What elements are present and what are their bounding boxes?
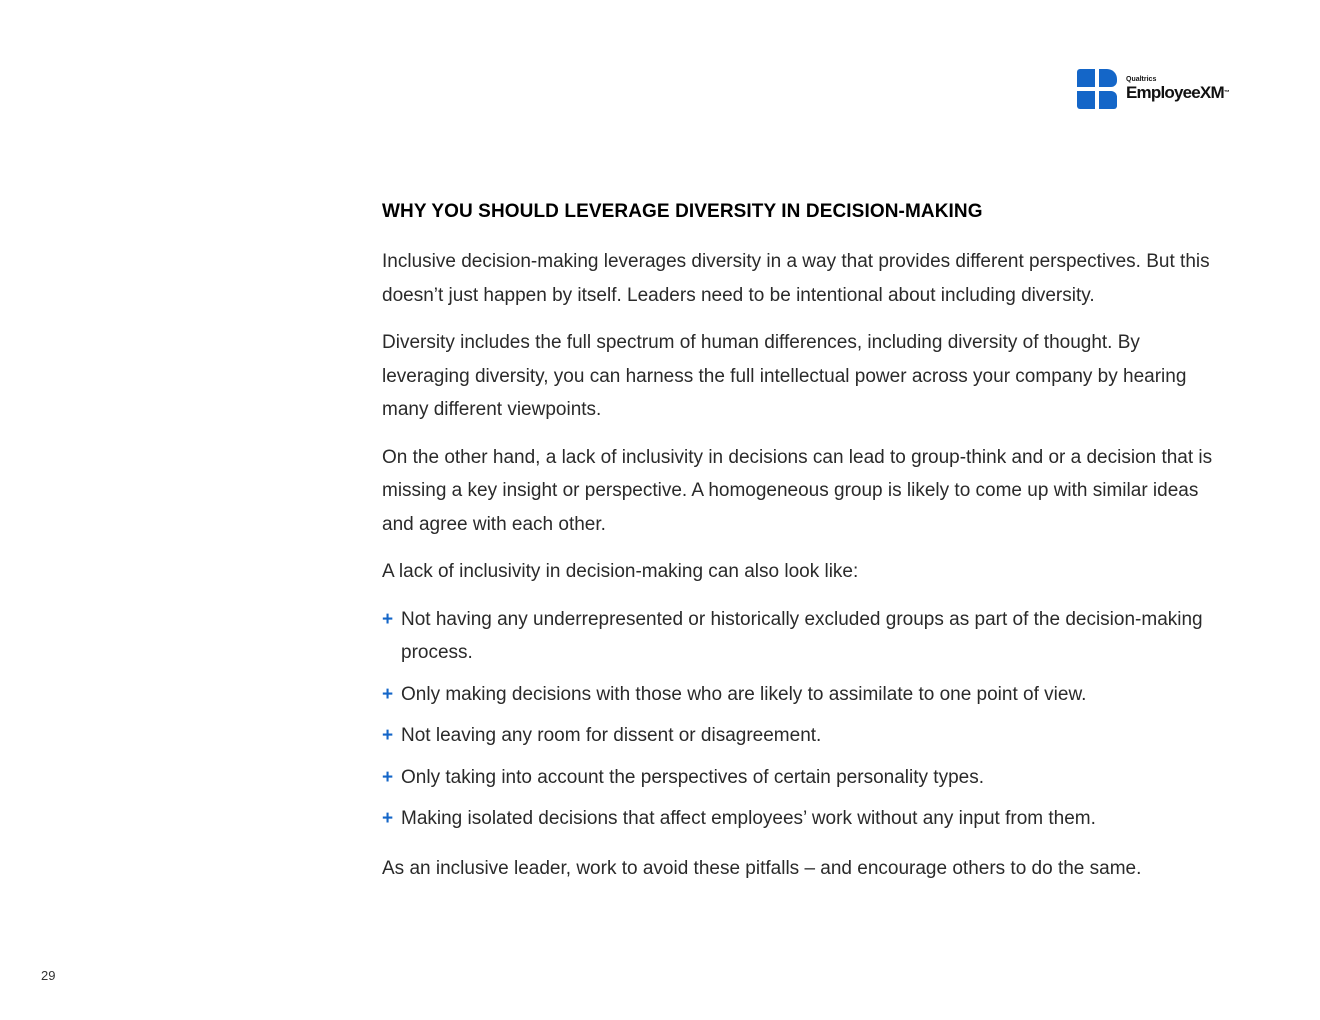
paragraph-diversity: Diversity includes the full spectrum of human differences, including diversity of thought. By leveraging diversity, you can harness the full intellectual power across your company by hearing many different viewpoints. <box>382 332 1187 420</box>
list-item-text: Only making decisions with those who are likely to assimilate to one point of view. <box>401 683 1087 705</box>
logo-trademark: ™ <box>1223 90 1230 96</box>
pitfalls-list <box>382 603 1232 836</box>
plus-icon: + <box>382 808 394 829</box>
page-number: 29 <box>41 968 56 983</box>
list-item <box>382 719 1232 753</box>
list-item <box>382 678 1232 712</box>
list-item-text: Only taking into account the perspectives of certain personality types. <box>401 766 984 788</box>
paragraph-lack-of-inclusivity: On the other hand, a lack of inclusivity in decisions can lead to group-think and or a decision that is missing a key insight or perspective. A homogeneous group is likely to come up with similar ideas and agree with each other. <box>382 446 1213 535</box>
closing-paragraph: As an inclusive leader, work to avoid these pitfalls – and encourage others to do the same. <box>382 857 1142 879</box>
list-item-text: Making isolated decisions that affect employees’ work without any input from them. <box>401 808 1096 829</box>
list-item <box>382 603 1232 670</box>
list-item <box>382 761 1232 795</box>
plus-icon: + <box>382 683 394 705</box>
section-heading: WHY YOU SHOULD LEVERAGE DIVERSITY IN DECISION-MAKING <box>382 201 983 222</box>
plus-icon: + <box>382 725 394 746</box>
logo-product-name: EmployeeXM <box>1126 83 1224 102</box>
plus-icon: + <box>382 608 394 630</box>
list-item-text: Not leaving any room for dissent or disagreement. <box>401 725 822 746</box>
logo-brand-text: Qualtrics <box>1126 76 1157 83</box>
logo-product-text <box>1126 83 1230 103</box>
list-item <box>382 802 1232 836</box>
qualtrics-employeexm-logo <box>1077 69 1237 109</box>
qualtrics-logo-icon <box>1077 69 1117 109</box>
plus-icon: + <box>382 766 394 788</box>
paragraph-intro: Inclusive decision-making leverages diversity in a way that provides different perspectives. But this doesn’t just happen by itself. Leaders need to be intentional about including diversity. <box>382 251 1210 306</box>
paragraph-list-lead-in: A lack of inclusivity in decision-making can also look like: <box>382 561 859 582</box>
list-item-text: Not having any underrepresented or historically excluded groups as part of the decision-making process. <box>401 608 1203 663</box>
article-body <box>382 199 1232 899</box>
